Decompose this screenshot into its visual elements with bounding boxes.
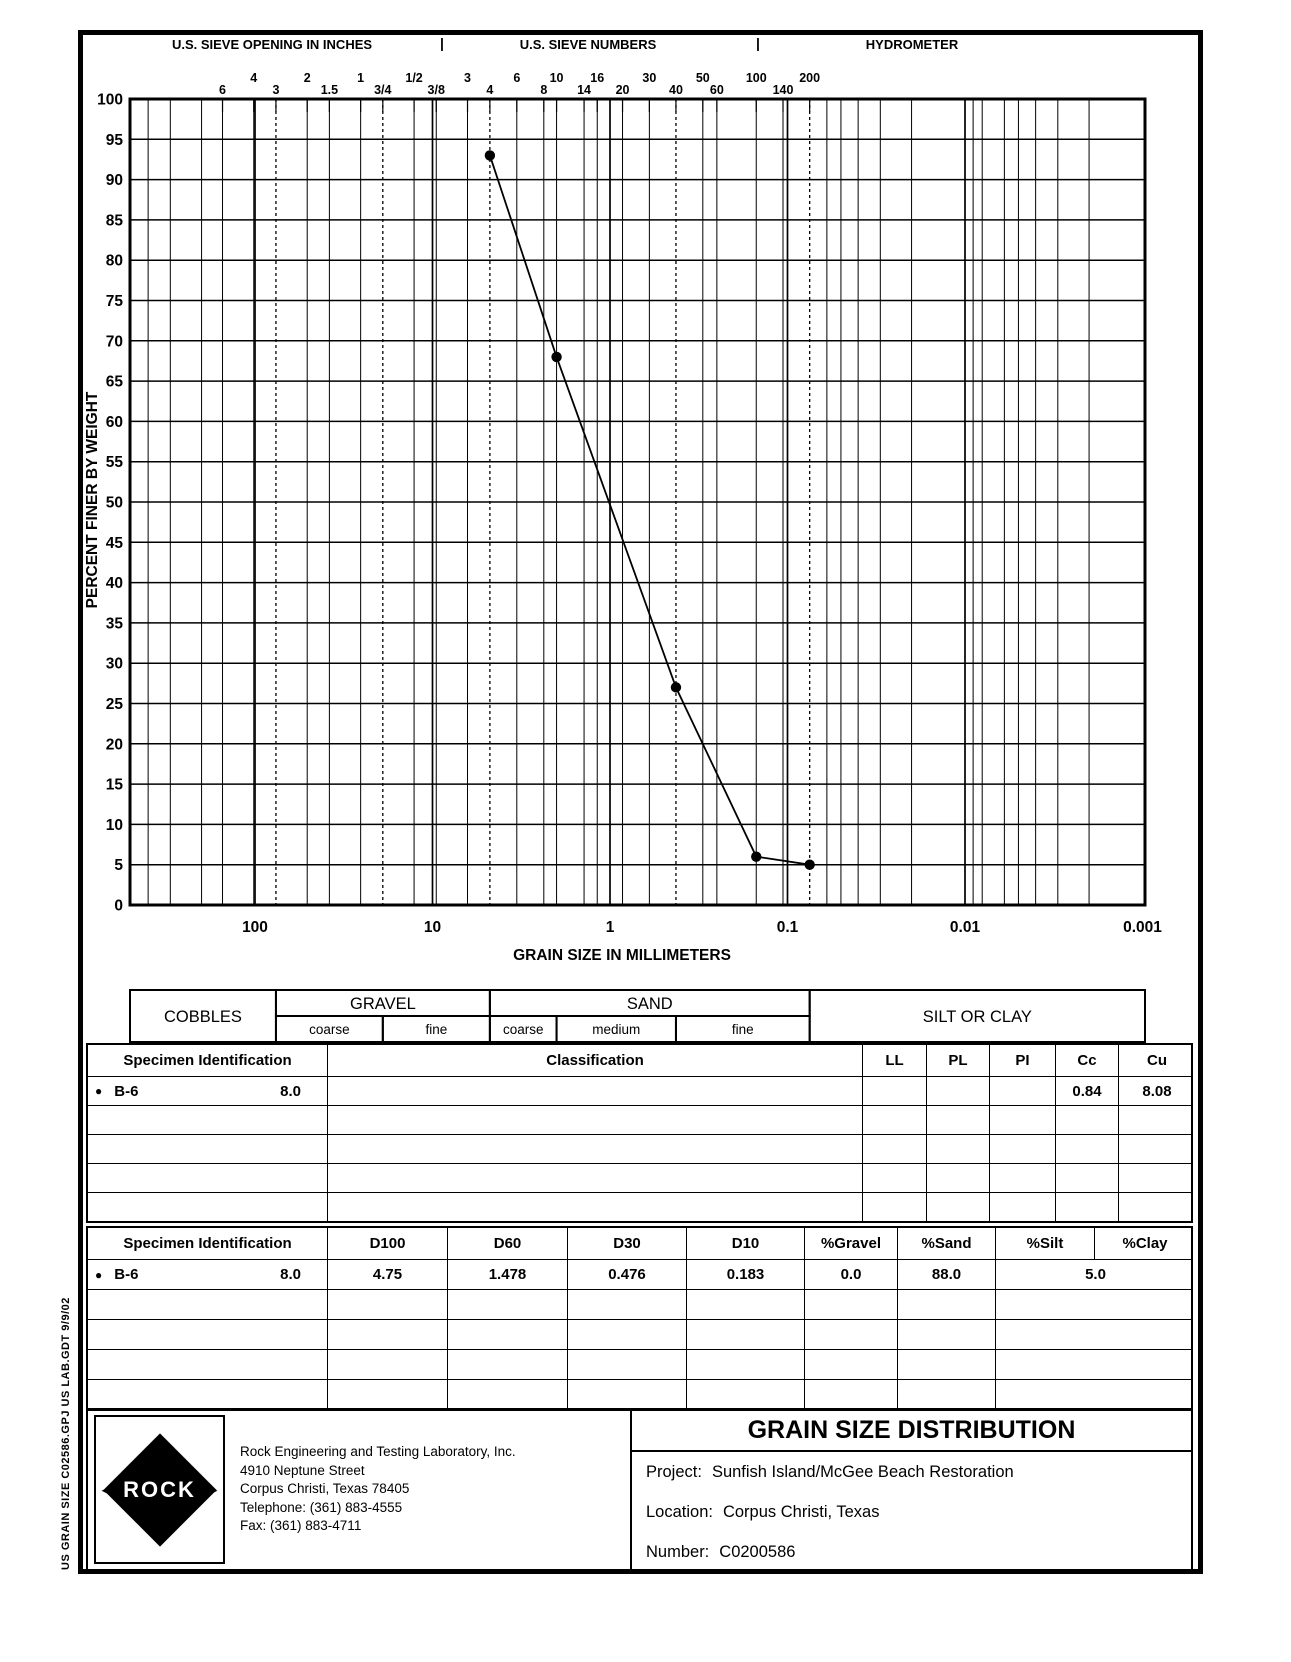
data-point: [804, 860, 814, 870]
y-tick-label: 90: [105, 172, 123, 190]
sieve-tick-label: 6: [219, 83, 226, 97]
logo-text: ROCK: [120, 1476, 199, 1504]
sieve-tick-label: 3: [272, 83, 280, 97]
column-header: %Gravel: [805, 1228, 898, 1259]
x-tick-label: 0.001: [1123, 919, 1162, 936]
sieve-tick-label: 8: [540, 83, 548, 97]
gradation-table: [86, 1226, 1193, 1411]
sieve-tick-label: 100: [745, 71, 767, 85]
address-line: Corpus Christi, Texas 78405: [240, 1481, 410, 1496]
empty-cell: [88, 1106, 328, 1134]
empty-cell: [927, 1106, 990, 1134]
sieve-tick-label: 4: [486, 83, 494, 97]
sieve-tick-label: 3/4: [374, 83, 392, 97]
empty-cell: [898, 1320, 996, 1349]
x-tick-label: 0.01: [949, 919, 981, 936]
column-header: PI: [990, 1045, 1056, 1076]
d10-cell: 0.183: [687, 1260, 805, 1289]
top-axis-separator: |: [440, 35, 444, 51]
empty-cell: [996, 1290, 1195, 1319]
y-tick-label: 20: [105, 736, 123, 754]
empty-cell: [1056, 1106, 1119, 1134]
empty-cell: [448, 1350, 568, 1379]
y-tick-label: 50: [105, 494, 123, 512]
size-bar-label: medium: [592, 1022, 641, 1037]
empty-cell: [568, 1290, 687, 1319]
empty-cell: [990, 1164, 1056, 1192]
empty-cell: [328, 1290, 448, 1319]
footer-field-value: Sunfish Island/McGee Beach Restoration: [711, 1462, 1014, 1481]
y-tick-label: 0: [114, 897, 123, 915]
empty-cell: [88, 1164, 328, 1192]
sieve-tick-label: 3/8: [427, 83, 445, 97]
empty-cell: [88, 1350, 328, 1379]
specimen-cell: [88, 1077, 328, 1105]
column-header: D10: [687, 1228, 805, 1259]
x-tick-label: 1: [605, 919, 615, 936]
sieve-tick-label: 30: [642, 71, 657, 85]
empty-cell: [568, 1350, 687, 1379]
empty-cell: [1119, 1164, 1195, 1192]
y-tick-label: 75: [105, 293, 123, 310]
empty-cell: [88, 1320, 328, 1349]
empty-cell: [805, 1320, 898, 1349]
size-bar-label: coarse: [502, 1022, 544, 1037]
column-header: Specimen Identification: [88, 1045, 328, 1076]
sieve-tick-label: 4: [250, 71, 258, 85]
specimen-marker: ●: [95, 1084, 103, 1098]
d30-cell: 0.476: [568, 1260, 687, 1289]
gravel-pct-cell: 0.0: [805, 1260, 898, 1289]
column-header: D100: [328, 1228, 448, 1259]
sieve-tick-label: 2: [303, 71, 311, 85]
empty-cell: [328, 1106, 863, 1134]
cc-cell: 0.84: [1056, 1077, 1119, 1105]
empty-cell: [996, 1380, 1195, 1409]
size-bar-label: GRAVEL: [350, 995, 416, 1013]
empty-cell: [328, 1320, 448, 1349]
sieve-tick-label: 20: [615, 83, 630, 97]
empty-cell: [687, 1320, 805, 1349]
sieve-tick-label: 140: [772, 83, 794, 97]
specimen-cell: [88, 1260, 328, 1289]
footer-field-label: Location:: [646, 1502, 713, 1521]
y-tick-label: 35: [105, 615, 123, 633]
empty-cell: [990, 1135, 1056, 1163]
y-tick-label: 15: [105, 776, 123, 794]
empty-cell: [687, 1290, 805, 1319]
sieve-tick-label: 200: [799, 71, 821, 85]
footer-field-row: [646, 1532, 1191, 1572]
column-header: D30: [568, 1228, 687, 1259]
footer-field-label: Number:: [646, 1542, 710, 1561]
empty-cell: [328, 1350, 448, 1379]
y-tick-label: 85: [105, 212, 123, 230]
file-stamp-vertical-text: US GRAIN SIZE C02586.GPJ US LAB.GDT 9/9/02: [60, 1297, 72, 1570]
column-header: %Sand: [898, 1228, 996, 1259]
d60-cell: 1.478: [448, 1260, 568, 1289]
empty-cell: [328, 1135, 863, 1163]
y-tick-label: 100: [97, 91, 123, 109]
empty-cell: [1119, 1106, 1195, 1134]
column-header: Cu: [1147, 1052, 1167, 1069]
table-row: [88, 1192, 1191, 1221]
column-header: LL: [863, 1045, 927, 1076]
size-bar-label: fine: [731, 1022, 754, 1037]
empty-cell: [328, 1193, 863, 1221]
empty-cell: [1119, 1135, 1195, 1163]
rock-logo: [94, 1415, 225, 1564]
table-row: [88, 1289, 1191, 1319]
table-row: [88, 1259, 1191, 1289]
size-bar-label: SILT OR CLAY: [922, 1008, 1032, 1026]
footer-field-row: [646, 1492, 1191, 1532]
sieve-tick-label: 50: [695, 71, 710, 85]
table-row: [88, 1163, 1191, 1192]
pl-cell: [927, 1077, 990, 1105]
table-row: [88, 1319, 1191, 1349]
empty-cell: [88, 1135, 328, 1163]
footer-field-value: Corpus Christi, Texas: [722, 1502, 880, 1521]
size-bar-label: fine: [425, 1022, 448, 1037]
data-point: [485, 150, 495, 160]
empty-cell: [990, 1106, 1056, 1134]
empty-cell: [996, 1320, 1195, 1349]
sieve-tick-label: 3: [464, 71, 471, 85]
empty-cell: [88, 1193, 328, 1221]
empty-cell: [927, 1164, 990, 1192]
empty-cell: [448, 1290, 568, 1319]
empty-cell: [687, 1350, 805, 1379]
empty-cell: [805, 1290, 898, 1319]
specimen-marker: ●: [95, 1267, 103, 1282]
x-tick-label: 100: [242, 919, 268, 936]
empty-cell: [863, 1193, 927, 1221]
address-line: Telephone: (361) 883-4555: [240, 1499, 403, 1515]
classification-table: [86, 1043, 1193, 1223]
y-tick-label: 95: [105, 131, 123, 149]
top-axis-section-hydrometer: HYDROMETER: [865, 37, 959, 52]
empty-cell: [805, 1380, 898, 1409]
y-tick-label: 40: [105, 575, 123, 593]
sieve-tick-label: 60: [709, 83, 724, 97]
empty-cell: [927, 1193, 990, 1221]
y-tick-label: 25: [105, 696, 123, 713]
table-row: [88, 1105, 1191, 1134]
column-header: PL: [927, 1045, 990, 1076]
column-header: %Clay: [1122, 1235, 1168, 1252]
column-header: %Silt: [996, 1228, 1095, 1259]
y-tick-label: 55: [105, 454, 123, 472]
specimen-id: B-6: [114, 1266, 139, 1283]
y-tick-label: 80: [105, 252, 123, 270]
x-axis-title: GRAIN SIZE IN MILLIMETERS: [513, 947, 731, 964]
size-bar-label: coarse: [309, 1022, 350, 1037]
empty-cell: [448, 1320, 568, 1349]
chart-gridlines: [130, 99, 1145, 905]
empty-cell: [448, 1380, 568, 1409]
ll-cell: [863, 1077, 927, 1105]
empty-cell: [568, 1320, 687, 1349]
specimen-depth: 8.0: [280, 1266, 301, 1283]
y-tick-label: 5: [114, 857, 123, 875]
empty-cell: [328, 1380, 448, 1409]
sieve-tick-label: 16: [590, 71, 605, 85]
data-point: [551, 352, 561, 362]
lab-address-block: [240, 1443, 516, 1536]
empty-cell: [996, 1350, 1195, 1379]
x-tick-label: 0.1: [776, 919, 799, 936]
classification-cell: [328, 1077, 863, 1105]
top-axis-separator: |: [756, 35, 760, 51]
logo-right-arrow-icon: ►: [207, 1482, 220, 1497]
table-row: [88, 1045, 1191, 1076]
y-axis-tick-labels: [97, 92, 123, 915]
y-tick-label: 60: [105, 413, 123, 431]
y-tick-label: 70: [105, 333, 123, 351]
top-axis-sieve-labels: [219, 71, 820, 112]
empty-cell: [898, 1290, 996, 1319]
top-axis-section-numbers: U.S. SIEVE NUMBERS: [519, 37, 657, 52]
empty-cell: [863, 1135, 927, 1163]
sand-pct-cell: 88.0: [898, 1260, 996, 1289]
sieve-tick-label: 10: [549, 71, 564, 85]
size-classification-bar: [130, 990, 1145, 1042]
empty-cell: [328, 1164, 863, 1192]
column-header: Cc: [1056, 1045, 1119, 1076]
table-row: [88, 1076, 1191, 1105]
empty-cell: [687, 1380, 805, 1409]
empty-cell: [88, 1290, 328, 1319]
cu-cell: 8.08: [1142, 1082, 1172, 1100]
y-tick-label: 10: [105, 816, 123, 834]
column-header: D60: [448, 1228, 568, 1259]
empty-cell: [898, 1380, 996, 1409]
sieve-tick-label: 14: [577, 83, 592, 97]
empty-cell: [805, 1350, 898, 1379]
empty-cell: [863, 1106, 927, 1134]
pi-cell: [990, 1077, 1056, 1105]
x-axis-tick-labels: [242, 919, 1162, 936]
table-row: [88, 1228, 1191, 1259]
column-header: Classification: [328, 1045, 863, 1076]
empty-cell: [1056, 1193, 1119, 1221]
sieve-tick-label: 6: [513, 71, 521, 85]
address-line: 4910 Neptune Street: [240, 1462, 365, 1478]
sieve-tick-label: 1.5: [320, 83, 339, 97]
empty-cell: [1119, 1193, 1195, 1221]
footer-field-value: C0200586: [719, 1542, 796, 1561]
empty-cell: [990, 1193, 1056, 1221]
empty-cell: [863, 1164, 927, 1192]
table-row: [88, 1134, 1191, 1163]
table-row: [88, 1379, 1191, 1409]
column-header: Specimen Identification: [88, 1228, 328, 1259]
empty-cell: [927, 1135, 990, 1163]
y-tick-label: 45: [105, 534, 123, 552]
project-info: [646, 1452, 1191, 1572]
footer-field-row: [646, 1452, 1191, 1492]
silt-clay-pct-cell: 5.0: [1085, 1266, 1106, 1283]
empty-cell: [1056, 1135, 1119, 1163]
sieve-tick-label: 1: [357, 71, 365, 85]
sieve-tick-label: 40: [669, 83, 683, 97]
specimen-id: B-6: [114, 1082, 139, 1100]
top-axis-section-inches: U.S. SIEVE OPENING IN INCHES: [171, 37, 373, 52]
address-line: Fax: (361) 883-4711: [240, 1518, 362, 1533]
report-title: GRAIN SIZE DISTRIBUTION: [632, 1408, 1191, 1452]
sieve-tick-label: 1/2: [405, 71, 423, 85]
y-axis-title: PERCENT FINER BY WEIGHT: [84, 391, 101, 609]
data-point: [671, 682, 681, 692]
logo-left-arrow-icon: ◄: [99, 1482, 112, 1497]
specimen-depth: 8.0: [280, 1082, 301, 1100]
x-tick-label: 10: [423, 919, 442, 936]
address-line: Rock Engineering and Testing Laboratory, Inc.: [240, 1444, 516, 1459]
table-row: [88, 1349, 1191, 1379]
data-point: [751, 851, 761, 861]
size-bar-label: SAND: [626, 995, 673, 1013]
empty-cell: [88, 1380, 328, 1409]
empty-cell: [568, 1380, 687, 1409]
empty-cell: [898, 1350, 996, 1379]
y-tick-label: 30: [105, 655, 123, 673]
size-bar-label: COBBLES: [163, 1008, 242, 1026]
empty-cell: [1056, 1164, 1119, 1192]
d100-cell: 4.75: [328, 1260, 448, 1289]
footer-field-label: Project:: [646, 1462, 702, 1481]
y-tick-label: 65: [105, 373, 123, 391]
